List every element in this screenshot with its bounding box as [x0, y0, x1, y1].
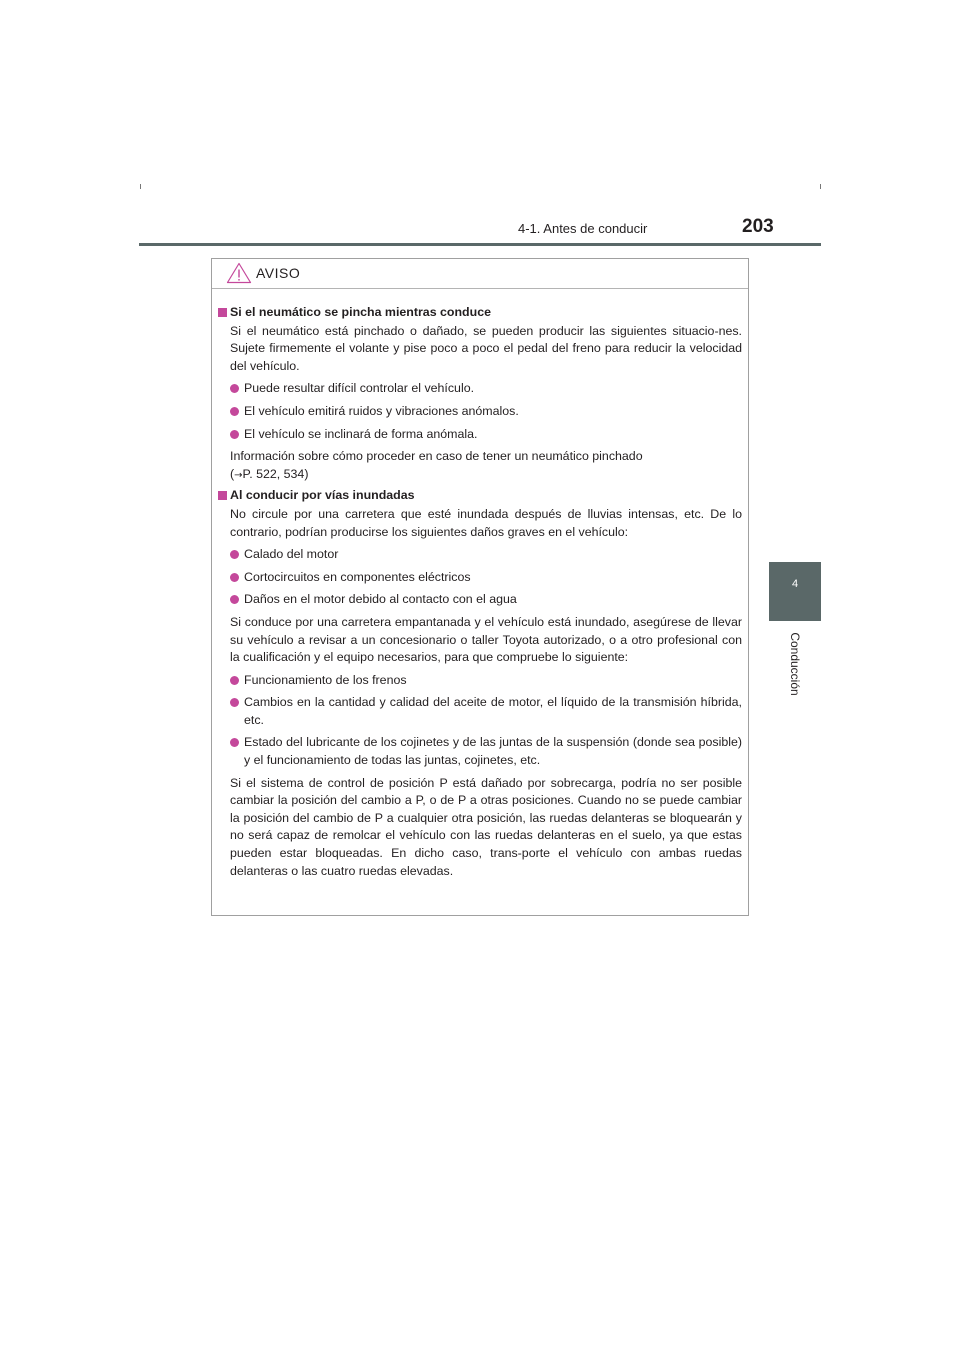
- bullet-icon: [230, 550, 239, 559]
- warning-box: [211, 258, 749, 916]
- arrow-right-icon: →: [234, 469, 243, 481]
- paragraph-reference: Información sobre cómo proceder en caso de tener un neumático pinchado (→P. 522, 534): [230, 449, 643, 481]
- crop-mark: [140, 184, 141, 189]
- section-title: Si el neumático se pincha mientras conduce: [218, 304, 742, 322]
- list-item: Calado del motor: [230, 546, 742, 564]
- page-reference: P. 522, 534): [242, 466, 309, 481]
- bullet-icon: [230, 430, 239, 439]
- bullet-icon: [230, 698, 239, 707]
- warning-header: [212, 259, 748, 289]
- chapter-tab: [769, 562, 821, 621]
- bullet-icon: [230, 384, 239, 393]
- warning-body: [212, 289, 748, 880]
- chapter-label: Conducción: [788, 632, 802, 696]
- list-item: El vehículo emitirá ruidos y vibraciones anómalos.: [230, 403, 742, 421]
- square-bullet-icon: [218, 308, 227, 317]
- paragraph: Si el neumático está pinchado o dañado, se pueden producir las siguientes situacio-nes. Sujete firmemente el volante y pise poco a poco el pedal del freno para reducir la velocidad del vehículo.: [230, 323, 742, 373]
- bullet-icon: [230, 676, 239, 685]
- list-item: Funcionamiento de los frenos: [230, 672, 742, 690]
- page-number: 203: [742, 216, 774, 237]
- paragraph: No circule por una carretera que esté inundada después de lluvias intensas, etc. De lo contrario, podrían producirse los siguientes daños graves en el vehículo:: [230, 506, 742, 539]
- header-section-title: 4-1. Antes de conducir: [518, 221, 648, 236]
- header-rule: [139, 243, 821, 246]
- square-bullet-icon: [218, 491, 227, 500]
- list-item: Puede resultar difícil controlar el vehículo.: [230, 380, 742, 398]
- list-item: Cortocircuitos en componentes eléctricos: [230, 569, 742, 587]
- list-item: Cambios en la cantidad y calidad del aceite de motor, el líquido de la transmisión híbrida, etc.: [230, 694, 742, 729]
- section-title: Al conducir por vías inundadas: [218, 487, 742, 505]
- paragraph: Si el sistema de control de posición P está dañado por sobrecarga, podría no ser posible cambiar la posición del cambio a P, o de P a otras posiciones. Cuando no se puede cambiar la posición del cambio de P a cualquier otra posición, las ruedas delanteras se bloquearán y no será capaz de remolcar el vehículo con las ruedas delanteras en el suelo, ya que estas pueden estar bloqueadas. En dicho caso, trans-porte el vehículo con ambas ruedas delanteras o las cuatro ruedas elevadas.: [230, 775, 742, 878]
- list-item: Daños en el motor debido al contacto con el agua: [230, 591, 742, 609]
- bullet-icon: [230, 573, 239, 582]
- chapter-number: 4: [791, 578, 799, 590]
- warning-triangle-icon: [226, 262, 252, 289]
- bullet-icon: [230, 738, 239, 747]
- crop-mark: [820, 184, 821, 189]
- bullet-icon: [230, 595, 239, 604]
- bullet-icon: [230, 407, 239, 416]
- list-item: Estado del lubricante de los cojinetes y de las juntas de la suspensión (donde sea posible) y el funcionamiento de todas las juntas, cojinetes, etc.: [230, 734, 742, 769]
- paragraph: Si conduce por una carretera empantanada y el vehículo está inundado, asegúrese de llevar su vehículo a revisar a un concesionario o taller Toyota autorizado, o a otro profesional con la cualificación y el equipo necesarios, para que compruebe lo siguiente:: [230, 614, 742, 665]
- warning-title: AVISO: [256, 265, 301, 281]
- list-item: El vehículo se inclinará de forma anómala.: [230, 426, 742, 444]
